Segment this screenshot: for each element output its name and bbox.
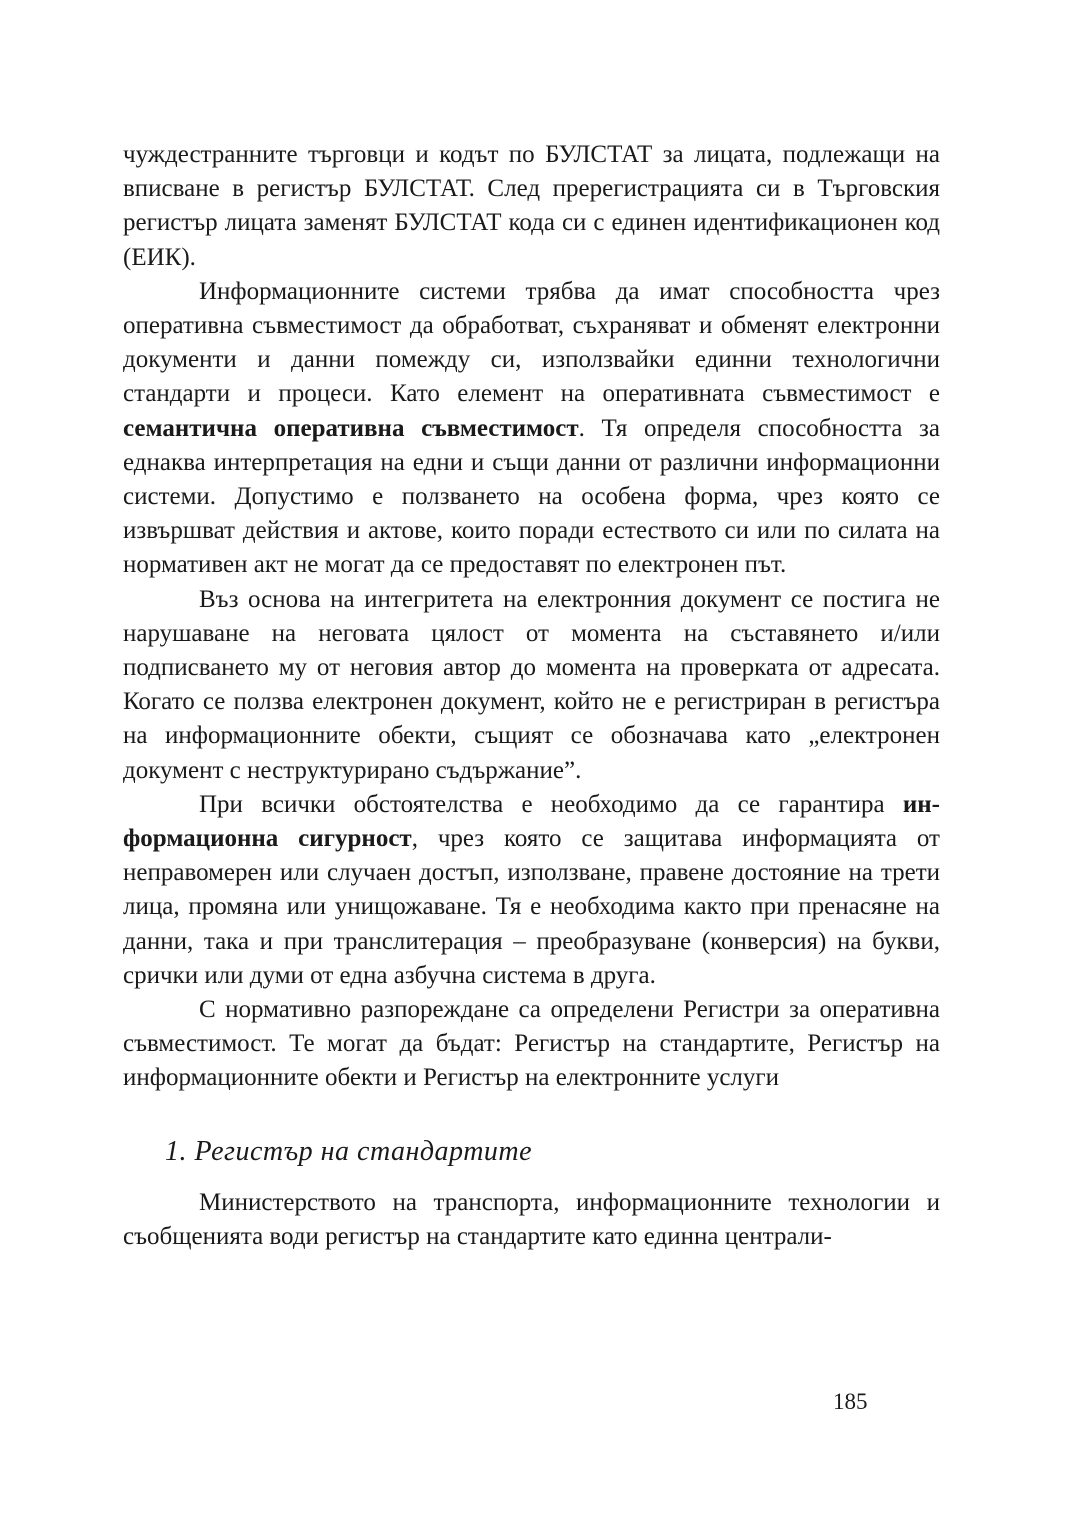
paragraph-1 [123, 138, 940, 275]
paragraph-3 [123, 583, 940, 788]
paragraph-2-text-a: Информационните системи трябва да имат способността чрез оперативна съвместимост да обработват, съхраняват и обменят електронни документи и данни помежду си, използвайки единни технологични стандарти и процеси. Като елемент на оперативната съвместимост е [123, 277, 940, 408]
paragraph-3-text: Въз основа на интегритета на електронния документ се постига не нарушаване на неговата цялост от момента на съставянето и/или подписването му от неговия автор до момента на проверката от адресата. Когато се ползва електронен документ, който не е регистриран в регистъра на информационните обекти, същият се обозначава като „електронен документ с неструктурирано съдържание”. [123, 585, 940, 784]
paragraph-2-bold-term: семантична оперативна съвместимост [123, 414, 579, 442]
paragraph-4 [123, 788, 940, 993]
paragraph-6 [123, 1186, 940, 1254]
paragraph-2 [123, 275, 940, 583]
paragraph-6-text: Министерството на транспорта, информационните технологии и съобщенията води регистър на стандартите като единна централи- [123, 1188, 940, 1250]
paragraph-4-bold-term: информационна сигурност [123, 790, 940, 853]
page-number: 185 [833, 1389, 868, 1414]
paragraph-4-text-b: , чрез която се защитава информацията от неправомерен или случаен достъп, използване, правене достояние на трети лица, промяна или унищожаване. Тя е необходима както при пренасяне на данни, така и при транслитерация – преобразуване (конверсия) на букви, срички или думи от една азбучна система в друга. [123, 825, 940, 989]
page-body [123, 138, 940, 1254]
paragraph-5 [123, 993, 940, 1096]
section-heading: 1. Регистър на стандартите [165, 1135, 533, 1167]
paragraph-2-text-b: . Тя определя способността за еднаква интерпретация на едни и същи данни от различни информационни системи. Допустимо е ползването на особена форма, чрез която се извършват действия и актове, които поради естеството си или по силата на нормативен акт не могат да се предоставят по електронен път. [123, 414, 940, 579]
paragraph-5-text: С нормативно разпореждане са определени Регистри за оперативна съвместимост. Те могат да бъдат: Регистър на стандартите, Регистър на информационните обекти и Регистър на електронните услуги [123, 996, 940, 1092]
paragraph-4-text-a: При всички обстоятелства е необходимо да се гарантира [199, 790, 903, 818]
paragraph-1-text: чуждестранните търговци и кодът по БУЛСТАТ за лицата, подлежащи на вписване в регистър БУЛСТАТ. След пререгистрацията си в Търговския регистър лицата заменят БУЛСТАТ кода си с единен идентификационен код (ЕИК). [123, 141, 940, 271]
